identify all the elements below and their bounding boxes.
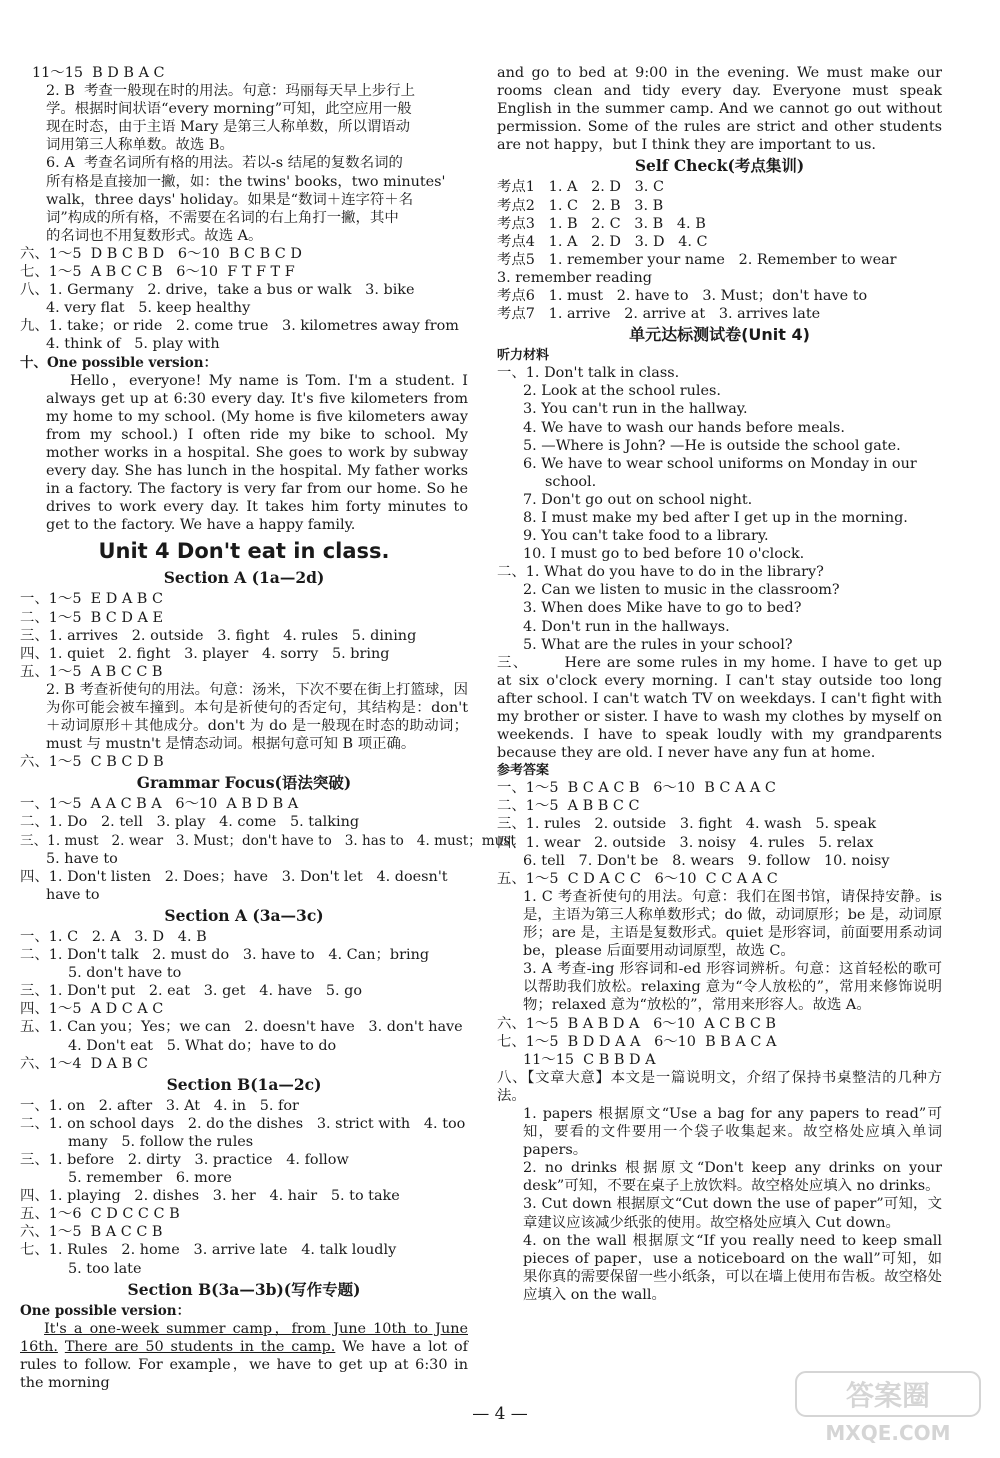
listening-line: 3. When does Mike have to go to bed? [523,600,802,617]
underlined-sentence: It's a one-week summer camp，from June 10th to June 16th. [20,1320,468,1355]
page-number: — 4 — [472,1404,528,1424]
listening-line: 二、1. What do you have to do in the library? [497,564,824,581]
listening-line: 5. What are the rules in your school? [523,636,793,653]
watermark-logo [790,1368,986,1448]
answers-label: 参考答案 [497,763,550,779]
answer-line: 三、1. must 2. wear 3. Must；don't have to 3. has to 4. must；must [20,832,516,849]
section-heading: Section A (1a—2d) [163,568,325,588]
answer-line: 四、1～5 A D C A C [20,1001,164,1018]
section-heading: Section B(3a—3b)(写作专题) [127,1279,361,1299]
answer-line: 二、1～5 A B B C C [497,798,640,815]
answer-line: 七、1～5 A B C C B 6～10 F T F T F [20,264,295,281]
writing-label: 十、One possible version： [20,354,218,371]
answer-line: 6. A 考查名词所有格的用法。若以-s 结尾的复数名词的 [46,155,403,172]
listening-line: 7. Don't go out on school night. [523,491,753,508]
listening-line: 10. I must go to bed before 10 o'clock. [523,546,805,563]
answer-line: 三、1. rules 2. outside 3. fight 4. wash 5. speak [497,816,877,833]
answer-line: 2. B 考查一般现在时的用法。句意：玛丽每天早上步行上 [46,83,416,100]
listening-line: 5. —Where is John? —He is outside the school gate. [523,437,901,454]
answer-line: 11～15 C B B D A [523,1051,656,1068]
answer-line: 二、1. Don't talk 2. must do 3. have to 4. Can；bring [20,947,430,964]
answer-line: 二、1. Do 2. tell 3. play 4. come 5. talking [20,814,360,831]
listening-line: 9. You can't take food to a library. [523,528,769,545]
watermark-brand: 答案圈 [845,1379,931,1412]
passage-text: Here are some rules in my home. I have to get up at six o'clock every morning. I can't stay outside too long after school. I can't watch TV on weekdays. I can't fight with my brother or sister. I have to wash my clothes by myself on weekends. I have to speak loudly with my grandparents because they are old. I never have any fun at home. [497,654,942,762]
answer-line: 八、1. Germany 2. drive，take a bus or walk 3. bike [20,282,415,299]
section-heading: Section A (3a—3c) [164,905,324,925]
answer-line: 考点5 1. remember your name 2. Remember to wear [497,251,897,268]
watermark-url: MXQE.COM [825,1421,951,1445]
answer-line: 所有格是直接加一撇，如：the twins' books，two minutes' [46,173,446,190]
section-heading: Self Check(考点集训) [634,156,805,176]
answer-line: 五、1～5 C D A C C 6～10 C C A A C [497,870,778,887]
answer-line: 七、1～5 B D D A A 6～10 B B A C A [497,1033,777,1050]
answer-line: have to [46,886,100,903]
listening-line: 4. Don't run in the hallways. [523,618,730,635]
answer-line: 六、1～5 B A B D A 6～10 A C B C B [497,1015,776,1032]
answer-line: 考点4 1. A 2. D 3. D 4. C [497,233,708,250]
explanation-note: 3. Cut down 根据原文“Cut down the use of paper”可知，文章建议应该减少纸张的使用。故空格处应填入 Cut down。 [523,1196,942,1231]
answer-line: 二、1. on school days 2. do the dishes 3. strict with 4. too [20,1115,466,1132]
answer-line: 五、1. Can you；Yes；we can 2. doesn't have 3. don't have [20,1019,463,1036]
answer-line: 考点6 1. must 2. have to 3. Must；don't have to [497,288,868,305]
answer-line: 五、1～6 C D C C C B [20,1206,180,1223]
section-heading: Section B(1a—2c) [166,1074,322,1094]
answer-line: 现在时态，由于主语 Mary 是第三人称单数，所以谓语动 [46,119,411,136]
answer-line: 四、1. Don't listen 2. Does；have 3. Don't let 4. doesn't [20,868,448,885]
passage-number: 三、 [497,654,529,671]
answer-line: 九、1. take；or ride 2. come true 3. kilometres away from [20,318,459,335]
explanation-note: 1. C 考查祈使句的用法。句意：我们在图书馆，请保持安静。is 是，主语为第三人称单数形式；do 做，动词原形；be 是，动词原形；are 是，主语是复数形式。quiet 是形容词，前面要用系动词 be，please 后面要用动词原型，故选 C。 [523,888,942,960]
explanation-note: 3. A 考查-ing 形容词和-ed 形容词辨析。句意：这首轻松的歌可以帮助我们放松。relaxing 意为“令人放松的”，常用来修饰说明物；relaxed 意为“放松的”，常用来形容人。故选 A。 [523,961,942,1014]
right-column [497,64,942,1304]
answer-line: 三、1. before 2. dirty 3. practice 4. follow [20,1151,349,1168]
answer-line: 一、1～5 B C A C B 6～10 B C A A C [497,780,776,797]
answer-line: 五、1～5 A B C C B [20,663,163,680]
answer-line: 词用第三人称单数。故选 B。 [46,137,234,154]
answer-line: 四、1. quiet 2. fight 3. player 4. sorry 5. bring [20,645,390,662]
test-title: 单元达标测试卷(Unit 4) [629,325,810,345]
answer-line: 一、1. on 2. after 3. At 4. in 5. for [20,1097,299,1114]
answer-line: 六、1～5 C B C D B [20,754,164,771]
answer-line: 3. remember reading [497,269,652,286]
answer-line: 六、1～5 B A C C B [20,1224,163,1241]
explanation-note: 2. B 考查祈使句的用法。句意：汤米，下次不要在街上打篮球，因为你可能会被车撞到。本句是祈使句的否定句，其结构是：don't＋动词原形＋其他成分。don't 为 do 是一般现在时态的助动词；must 与 mustn't 是情态动词。根据句意可知 B 项正确。 [46,681,469,753]
answer-line: 考点2 1. C 2. B 3. B [497,197,664,214]
listening-line: 2. Look at the school rules. [523,383,722,400]
listening-passage [497,654,942,763]
listening-line: 4. We have to wash our hands before meals. [523,419,845,436]
answer-line: 一、1～5 A A C B A 6～10 A B D B A [20,796,299,813]
answer-line: 四、1. wear 2. outside 3. noisy 4. rules 5. relax [497,834,874,851]
listening-line: 3. You can't run in the hallway. [523,401,748,418]
answer-line: 三、1. Don't put 2. eat 3. get 4. have 5. go [20,983,363,1000]
answer-line: 六、1～4 D A B C [20,1055,148,1072]
answer-line: 考点1 1. A 2. D 3. C [497,179,664,196]
listening-line: 8. I must make my bed after I get up in the morning. [523,509,908,526]
explanation-note: 2. no drinks 根据原文“Don't keep any drinks on your desk”可知，不要在桌子上放饮料。故空格处应填入 no drinks。 [523,1160,942,1195]
answer-line: 6. tell 7. Don't be 8. wears 9. follow 10. noisy [523,852,890,869]
answer-line: 一、1～5 E D A B C [20,591,163,608]
answer-line: 三、1. arrives 2. outside 3. fight 4. rules 5. dining [20,627,417,644]
answer-line: 学。根据时间状语“every morning”可知，此空应用一般 [46,101,412,118]
answer-line: 六、1～5 D B C B D 6～10 B C B C D [20,245,302,262]
answer-line: 4. Don't eat 5. What do；have to do [68,1037,337,1054]
writing-label: One possible version： [20,1302,191,1319]
answer-line: 考点3 1. B 2. C 3. B 4. B [497,215,706,232]
answer-line: 的名词也不用复数形式。故选 A。 [46,227,263,244]
answer-block-1 [20,64,468,354]
answer-line: many 5. follow the rules [68,1133,254,1150]
left-column [20,64,516,1392]
writing-sample: Hello，everyone! My name is Tom. I'm a student. I always get up at 6:30 every day. It's five kilometers from my home to my school. (My home is five kilometers away from my school.) I often ride my bike to school. My mother works in a hospital. She goes to work by subway every day. She has lunch in the hospital. My father works in a factory. The factory is very far from our home. So he drives to work every day. It takes him forty minutes to get to the factory. We have a happy family. [46,372,468,534]
answer-line: 一、1. C 2. A 3. D 4. B [20,928,207,945]
answer-line: 二、1～5 B C D A E [20,609,163,626]
answer-line: 四、1. playing 2. dishes 3. her 4. hair 5. to take [20,1188,400,1205]
answer-line: walk，three days' holiday。如果是“数词＋连字符＋名 [46,191,414,208]
article-summary: 八、【文章大意】本文是一篇说明文，介绍了保持书桌整洁的几种方法。 [497,1069,942,1104]
listening-line: school. [545,473,597,490]
writing-text: We have a lot of rules to follow. For example，we have to get up at 6:30 in the morning [20,1338,469,1391]
answer-line: 5. don't have to [68,965,182,982]
answer-line: 4. very flat 5. keep healthy [46,300,251,317]
writing-continuation: and go to bed at 9:00 in the evening. We must make our rooms clean and tidy every day. Everyone must speak English in the summer camp. And we cannot go out without permission. Some of the rules are strict and other students are not happy，but I think they are important to us. [497,65,942,154]
answer-line: 11～15 B D B A C [32,65,165,81]
answer-line: 考点7 1. arrive 2. arrive at 3. arrives late [497,306,821,323]
writing-sample [20,1320,468,1392]
answer-line: 5. remember 6. more [68,1170,232,1187]
listening-line: 2. Can we listen to music in the classroom? [523,582,840,599]
explanation-note: 4. on the wall 根据原文“If you really need to keep small pieces of paper，use a noticeboard on the wall”可知，如果你真的需要保留一些小纸条，可以在墙上使用布告板。故空格处应填入 on the wall。 [523,1232,942,1303]
unit-title: Unit 4 Don't eat in class. [98,539,390,564]
listening-label: 听力材料 [497,348,550,364]
answer-line: 5. have to [46,850,118,867]
answer-line: 词”构成的所有格，不需要在名词的右上角打一撇，其中 [46,209,399,226]
section-heading: Grammar Focus(语法突破) [136,773,352,793]
explanation-note: 1. papers 根据原文“Use a bag for any papers to read”可知，要看的文件要用一个袋子收集起来。故空格处应填入单词 papers。 [523,1105,942,1159]
underlined-sentence: There are 50 students in the camp. [64,1338,336,1355]
answer-line: 5. too late [68,1260,142,1277]
answer-line: 4. think of 5. play with [46,336,220,353]
listening-line: 一、1. Don't talk in class. [497,365,680,382]
answer-line: 七、1. Rules 2. home 3. arrive late 4. talk loudly [20,1242,397,1259]
listening-line: 6. We have to wear school uniforms on Monday in our [523,455,917,472]
